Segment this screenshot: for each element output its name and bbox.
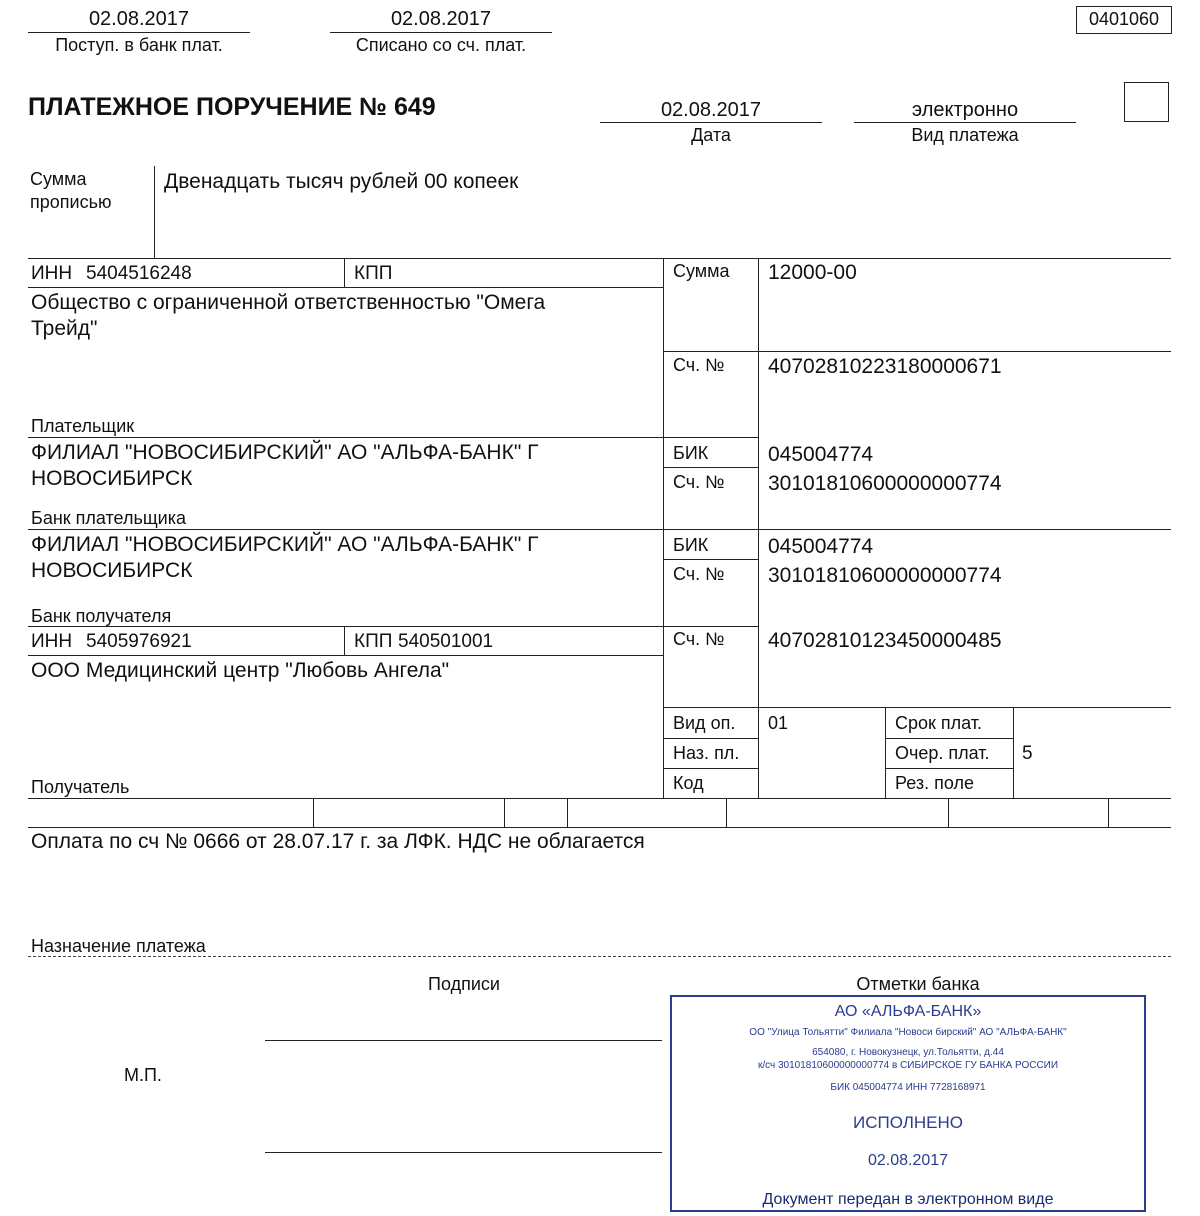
grid-line xyxy=(663,738,758,739)
stamp-note: Документ передан в электронном виде xyxy=(762,1191,1054,1208)
stamp-corr-account: к/сч 30101810600000000774 в СИБИРСКОЕ ГУ БАНКА РОССИИ xyxy=(757,1060,1059,1071)
grid-line xyxy=(28,798,1171,799)
op-type: 01 xyxy=(768,713,789,733)
grid-line xyxy=(567,798,568,827)
amount-label: Сумма xyxy=(673,261,730,281)
page-title: ПЛАТЕЖНОЕ ПОРУЧЕНИЕ № 649 xyxy=(28,93,436,121)
debited-label: Списано со сч. плат. xyxy=(355,35,527,55)
payment-type: электронно xyxy=(911,99,1019,121)
grid-line xyxy=(1108,798,1109,827)
grid-line xyxy=(504,798,505,827)
payer-bank-bik-label: БИК xyxy=(673,443,709,463)
payer-bank-bik: 045004774 xyxy=(768,443,874,466)
bank-marks-label: Отметки банка xyxy=(856,974,980,994)
stamp-date: 02.08.2017 xyxy=(867,1152,949,1169)
stamp-ids: БИК 045004774 ИНН 7728168971 xyxy=(830,1082,986,1093)
payee-label: Получатель xyxy=(31,777,130,797)
grid-line xyxy=(344,258,345,287)
amount-words-label-2: прописью xyxy=(30,192,112,212)
code-label: Код xyxy=(673,773,704,793)
amount-value: 12000-00 xyxy=(768,261,857,284)
purpose-label: Назначение платежа xyxy=(31,936,206,956)
grid-line xyxy=(313,798,314,827)
grid-line xyxy=(948,798,949,827)
reserve-label: Рез. поле xyxy=(895,773,974,793)
payee-account-label: Сч. № xyxy=(673,629,725,649)
payer-account-label: Сч. № xyxy=(673,355,725,375)
date-label: Дата xyxy=(691,125,731,145)
stamp-place: М.П. xyxy=(124,1065,162,1085)
payee-kpp-label: КПП xyxy=(354,631,393,652)
stamp-branch: ОО "Улица Тольятти" Филиала "Новоси бирский" АО "АЛЬФА-БАНК" xyxy=(749,1027,1067,1038)
grid-line xyxy=(344,626,345,655)
amount-words-divider xyxy=(154,166,155,258)
grid-line xyxy=(663,559,758,560)
payer-bank-account-label: Сч. № xyxy=(673,472,725,492)
payer-name-1: Общество с ограниченной ответственностью "Омега xyxy=(31,291,546,314)
payer-inn-label: ИНН xyxy=(31,263,73,284)
grid-line xyxy=(885,707,886,798)
form-code: 0401060 xyxy=(1088,9,1160,29)
purpose-code-label: Наз. пл. xyxy=(673,743,740,763)
payer-kpp-label: КПП xyxy=(354,263,393,284)
signature-line xyxy=(265,1040,662,1041)
payee-bank-label: Банк получателя xyxy=(31,606,172,626)
grid-line xyxy=(28,626,758,627)
grid-line xyxy=(726,798,727,827)
payee-bank-name-1: ФИЛИАЛ "НОВОСИБИРСКИЙ" АО "АЛЬФА-БАНК" Г xyxy=(31,533,539,556)
payee-kpp: 540501001 xyxy=(398,631,494,652)
payer-bank-name-2: НОВОСИБИРСК xyxy=(31,467,193,490)
dashed-separator xyxy=(28,956,1171,957)
stamp-status: ИСПОЛНЕНО xyxy=(852,1113,964,1132)
header-line xyxy=(330,32,552,33)
grid-line xyxy=(663,258,664,798)
payee-inn-label: ИНН xyxy=(31,631,73,652)
grid-line xyxy=(885,768,1013,769)
payee-account: 40702810123450000485 xyxy=(768,629,1002,652)
amount-words: Двенадцать тысяч рублей 00 копеек xyxy=(164,170,519,193)
priority-label: Очер. плат. xyxy=(895,743,990,763)
status-box xyxy=(1124,82,1169,122)
bank-received-date: 02.08.2017 xyxy=(88,8,190,30)
payee-bank-name-2: НОВОСИБИРСК xyxy=(31,559,193,582)
grid-line xyxy=(663,768,758,769)
grid-line xyxy=(28,655,663,656)
payee-inn: 5405976921 xyxy=(86,631,192,652)
grid-line xyxy=(28,287,663,288)
bank-stamp xyxy=(670,995,1146,1212)
grid-line xyxy=(758,258,759,798)
payer-bank-account: 30101810600000000774 xyxy=(768,472,1002,495)
payment-type-label: Вид платежа xyxy=(911,125,1019,145)
grid-line xyxy=(1013,707,1014,798)
grid-line xyxy=(28,529,1171,530)
payee-bank-bik-label: БИК xyxy=(673,535,709,555)
payer-inn: 5404516248 xyxy=(86,263,192,284)
priority-value: 5 xyxy=(1022,743,1033,764)
stamp-bank: АО «АЛЬФА-БАНК» xyxy=(834,1003,982,1020)
amount-words-label-1: Сумма xyxy=(30,169,87,189)
payment-type-line xyxy=(854,122,1076,123)
bank-received-label: Поступ. в банк плат. xyxy=(55,35,223,55)
grid-line xyxy=(663,351,1171,352)
payer-bank-label: Банк плательщика xyxy=(31,508,186,528)
payer-label: Плательщик xyxy=(31,416,135,436)
payee-bank-bik: 045004774 xyxy=(768,535,874,558)
grid-line xyxy=(28,258,1171,259)
term-label: Срок плат. xyxy=(895,713,983,733)
grid-line xyxy=(28,437,758,438)
grid-line xyxy=(885,738,1013,739)
debited-date: 02.08.2017 xyxy=(390,8,492,30)
grid-line xyxy=(663,467,758,468)
payer-name-2: Трейд" xyxy=(31,317,98,340)
signature-line xyxy=(265,1152,662,1153)
payee-bank-account: 30101810600000000774 xyxy=(768,564,1002,587)
op-type-label: Вид оп. xyxy=(673,713,736,733)
payee-name: ООО Медицинский центр "Любовь Ангела" xyxy=(31,659,450,682)
stamp-address: 654080, г. Новокузнецк, ул.Тольятти, д.44 xyxy=(812,1047,1004,1058)
purpose-text: Оплата по сч № 0666 от 28.07.17 г. за ЛФК. НДС не облагается xyxy=(31,830,645,853)
payee-bank-account-label: Сч. № xyxy=(673,564,725,584)
date-line xyxy=(600,122,822,123)
document-date: 02.08.2017 xyxy=(660,99,762,121)
header-line xyxy=(28,32,250,33)
payer-bank-name-1: ФИЛИАЛ "НОВОСИБИРСКИЙ" АО "АЛЬФА-БАНК" Г xyxy=(31,441,539,464)
signatures-label: Подписи xyxy=(428,974,500,994)
grid-line xyxy=(28,827,1171,828)
payer-account: 40702810223180000671 xyxy=(768,355,1002,378)
grid-line xyxy=(663,707,1171,708)
